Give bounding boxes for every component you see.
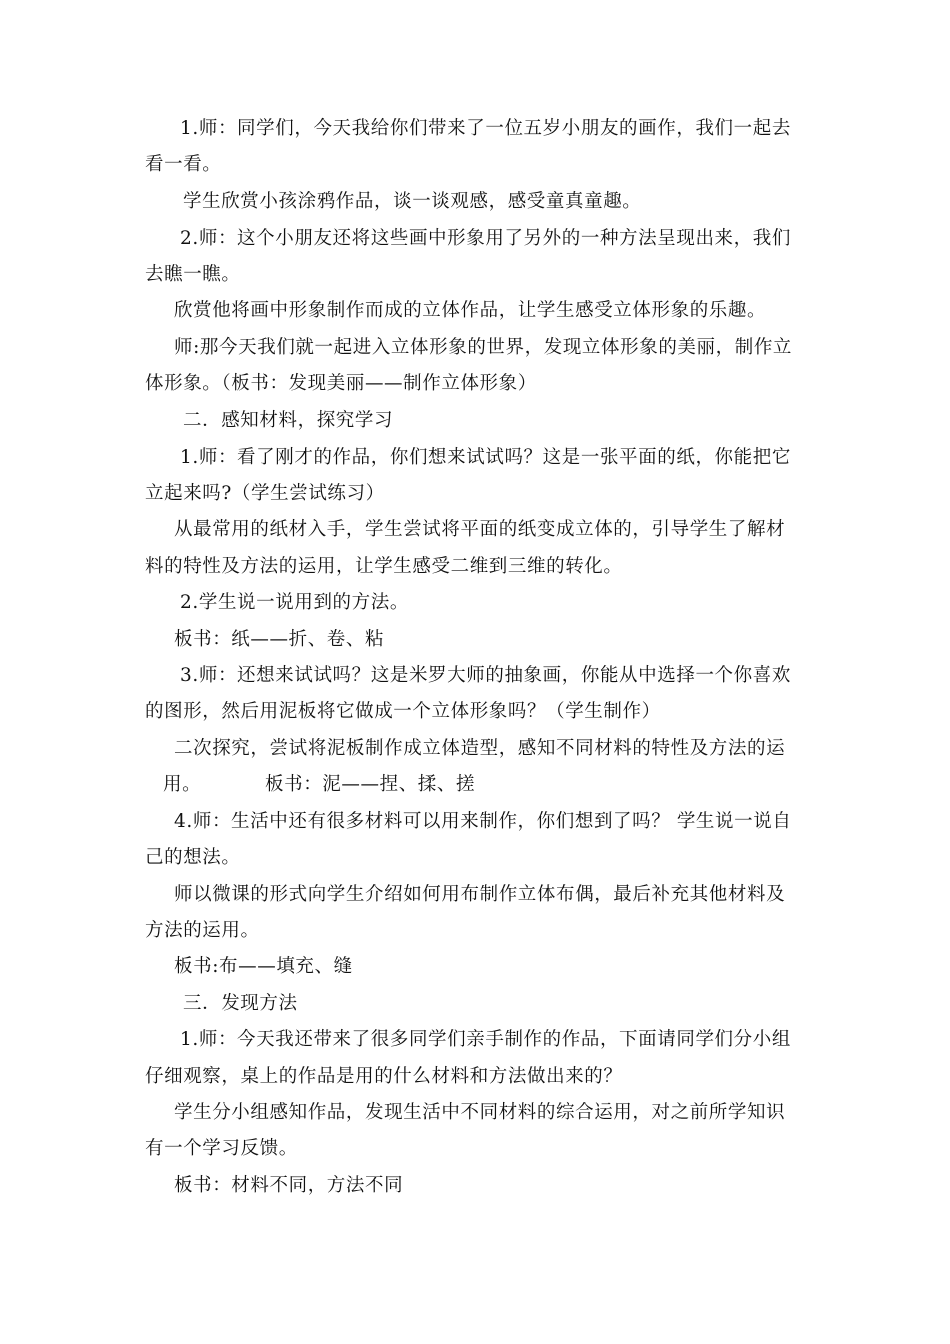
text-line: 己的想法。: [145, 847, 241, 868]
text-line: 用。: [163, 774, 202, 795]
section-heading: 二．感知材料，探究学习: [183, 410, 394, 431]
text-line: 立起来吗?（学生尝试练习）: [145, 483, 385, 504]
text-line: 学生分小组感知作品，发现生活中不同材料的综合运用，对之前所学知识: [174, 1102, 786, 1123]
text-line: 的图形，然后用泥板将它做成一个立体形象吗？（学生制作）: [145, 701, 661, 722]
text-line: 4.师：生活中还有很多材料可以用来制作，你们想到了吗？ 学生说一说自: [174, 811, 792, 832]
board-note: 板书：纸——折、卷、粘: [174, 629, 385, 650]
text-line: 方法的运用。: [145, 920, 260, 941]
section-heading: 三．发现方法: [183, 993, 298, 1014]
text-line: 师:那今天我们就一起进入立体形象的世界，发现立体形象的美丽，制作立: [174, 337, 793, 358]
text-line: 看一看。: [145, 154, 222, 175]
text-line: 二次探究，尝试将泥板制作成立体造型，感知不同材料的特性及方法的运: [174, 738, 786, 759]
text-line: 2.师：这个小朋友还将这些画中形象用了另外的一种方法呈现出来，我们: [180, 228, 791, 249]
text-line: 仔细观察，桌上的作品是用的什么材料和方法做出来的？: [145, 1066, 623, 1087]
board-note: 板书：材料不同，方法不同: [174, 1175, 404, 1196]
text-line: 3.师：还想来试试吗？这是米罗大师的抽象画，你能从中选择一个你喜欢: [180, 665, 791, 686]
board-note: 板书:布——填充、缝: [174, 956, 353, 977]
text-line: 去瞧一瞧。: [145, 264, 241, 285]
text-line: 学生欣赏小孩涂鸦作品，谈一谈观感，感受童真童趣。: [183, 191, 642, 212]
text-line: 欣赏他将画中形象制作而成的立体作品，让学生感受立体形象的乐趣。: [174, 300, 767, 321]
text-line: 1.师：今天我还带来了很多同学们亲手制作的作品，下面请同学们分小组: [180, 1029, 791, 1050]
text-line: 从最常用的纸材入手，学生尝试将平面的纸变成立体的，引导学生了解材: [174, 519, 786, 540]
text-line: 1.师：同学们，今天我给你们带来了一位五岁小朋友的画作，我们一起去: [180, 118, 791, 139]
text-line: 2.学生说一说用到的方法。: [180, 592, 409, 613]
text-line: 料的特性及方法的运用，让学生感受二维到三维的转化。: [145, 556, 623, 577]
board-note: 板书：泥——捏、揉、搓: [265, 774, 476, 795]
text-line: 1.师：看了刚才的作品，你们想来试试吗？这是一张平面的纸，你能把它: [180, 447, 791, 468]
text-line: 体形象。（板书：发现美丽——制作立体形象）: [145, 373, 537, 394]
text-line: 师以微课的形式向学生介绍如何用布制作立体布偶，最后补充其他材料及: [174, 884, 786, 905]
text-line: 有一个学习反馈。: [145, 1138, 298, 1159]
